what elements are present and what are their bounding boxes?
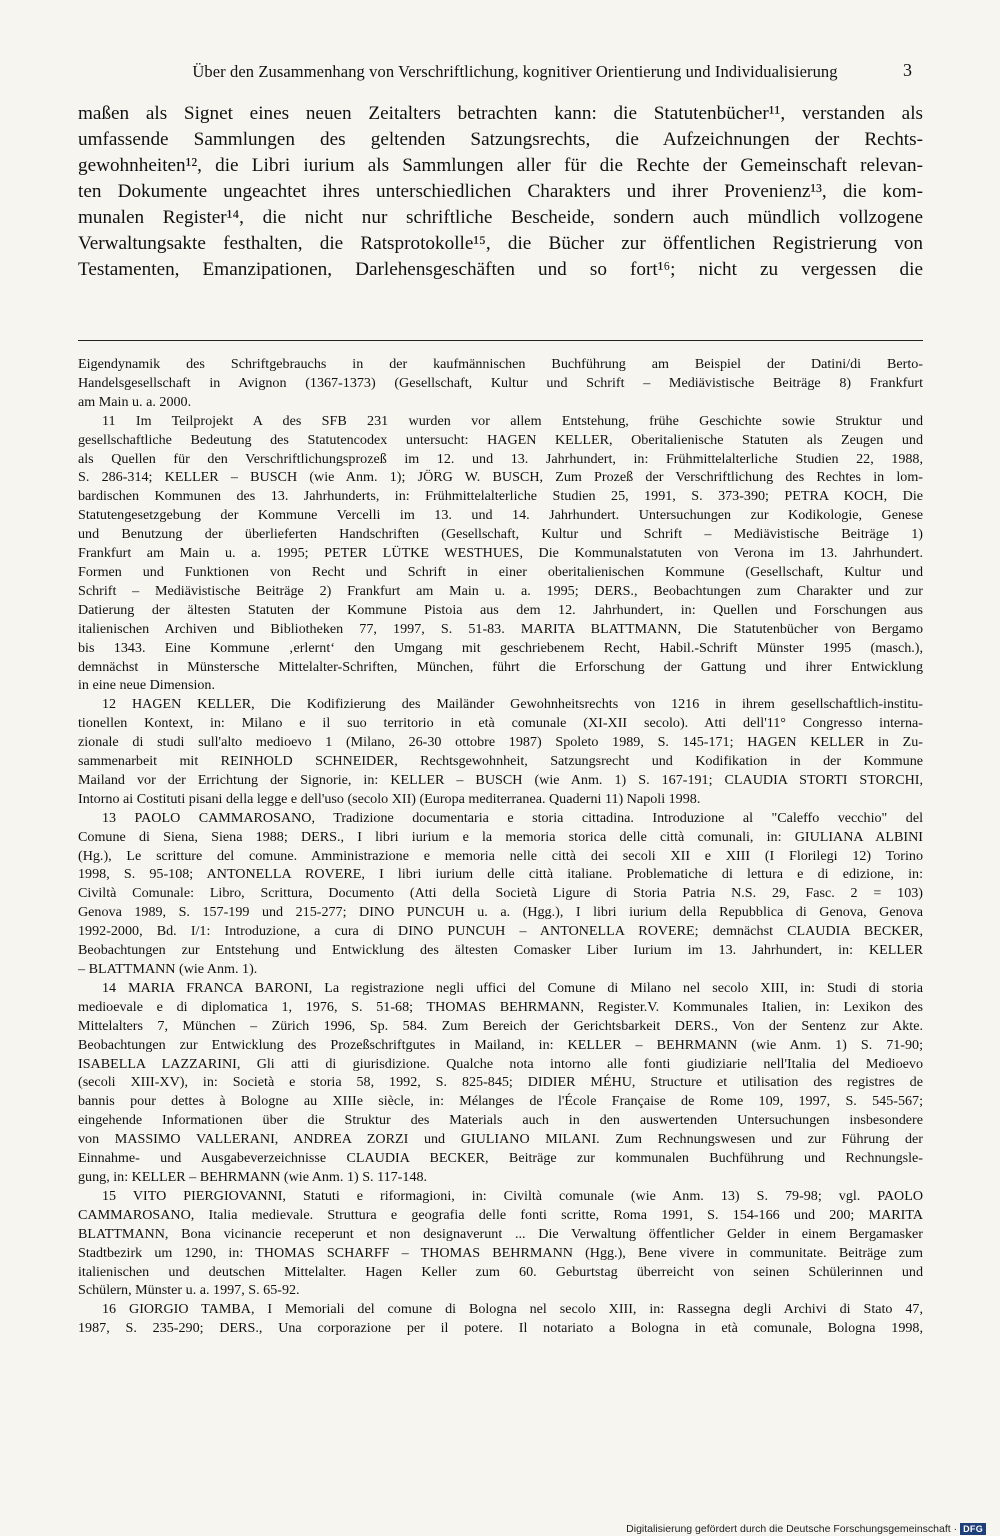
body-line: Testamenten, Emanzipationen, Darlehensgeschäften und so fort¹⁶; nicht zu vergessen die xyxy=(78,259,923,280)
footnote-line: Stadtbezirk um 1290, in: THOMAS SCHARFF – THOMAS BEHRMANN (Hgg.), Bene vivere in communitate. Beiträge zum xyxy=(78,1244,923,1261)
footnote-line: 15 VITO PIERGIOVANNI, Statuti e riformagioni, in: Civiltà comunale (wie Anm. 13) S. 79-98; vgl. PAOLO xyxy=(102,1187,923,1204)
footnote-line: italienischen Archiven und Bibliotheken 77, 1997, S. 51-83. MARITA BLATTMANN, Die Statutenbücher von Bergamo xyxy=(78,620,923,637)
footnote-line: Civiltà Comunale: Libro, Scrittura, Documento (Atti della Società Ligure di Storia Patria N.S. 29, Fasc. 2 = 103) xyxy=(78,885,923,902)
footnote-line: sammenarbeit mit REINHOLD SCHNEIDER, Rechtsgewohnheit, Satzungsrecht und Kodifikation in der Kommune xyxy=(78,753,923,770)
body-line: umfassende Sammlungen des geltenden Satzungsrechts, die Aufzeichnungen der Rechts- xyxy=(78,129,923,150)
footnote-line: in eine neue Dimension. xyxy=(78,677,215,694)
footnote-line: Beobachtungen zur Entwicklung des Prozeßschriftgutes in Mailand, in: KELLER – BEHRMANN (wie Anm. 1) S. 71-90; xyxy=(78,1036,923,1053)
footnote-line: Mittelalters 7, München – Zürich 1996, Sp. 584. Zum Bereich der Gerichtsbarkeit DERS., Von der Sentenz zur Akte. xyxy=(78,1017,923,1034)
footnote-line: 1987, S. 235-290; DERS., Una corporazione per il potere. Il notariato a Bologna in età comunale, Bologna 1998, xyxy=(78,1320,923,1337)
footnote-line: (secoli XIII-XV), in: Società e storia 58, 1992, S. 825-845; DIDIER MÉHU, Structure et utilisation des registres de xyxy=(78,1074,923,1091)
footnote-line: Genova 1989, S. 157-199 und 215-277; DINO PUNCUH u. a. (Hgg.), I libri iurium della Repubblica di Genova, Genova xyxy=(78,904,923,921)
footnote-line: – BLATTMANN (wie Anm. 1). xyxy=(78,961,258,977)
footnote-line: 12 HAGEN KELLER, Die Kodifizierung des Mailänder Gewohnheitsrechts von 1216 in ihrem gesellschaftlich-institu- xyxy=(102,696,923,713)
footnote-line: gung, in: KELLER – BEHRMANN (wie Anm. 1) S. 117-148. xyxy=(78,1168,428,1185)
footnote-line: bis 1343. Eine Kommune ‚erlernt‘ den Umgang mit geschriebenem Recht, Habil.-Schrift Münster 1995 (masch.), xyxy=(78,639,923,656)
footnote-line: gesellschaftliche Bedeutung des Statutencodex untersucht: HAGEN KELLER, Oberitalienische Statuten als Zeugen und xyxy=(78,431,923,448)
footnote-line: 11 Im Teilprojekt A des SFB 231 wurden vor allem Entstehung, frühe Geschichte sowie Struktur und xyxy=(102,412,923,429)
footnote-line: Schrift – Mediävistische Beiträge 2) Frankfurt am Main u. a. 1995; DERS., Beobachtungen zum Charakter und zur xyxy=(78,582,923,599)
footnote-line: Schülern, Münster u. a. 1997, S. 65-92. xyxy=(78,1282,300,1299)
running-title: Über den Zusammenhang von Verschriftlichung, kognitiver Orientierung und Individualisierung xyxy=(192,62,838,81)
footnote-line: 16 GIORGIO TAMBA, I Memoriali del comune di Bologna nel secolo XIII, in: Rassegna degli Archivi di Stato 47, xyxy=(102,1301,923,1318)
footnote-line: Eigendynamik des Schriftgebrauchs in der kaufmännischen Buchführung am Beispiel der Datini/di Berto- xyxy=(78,356,923,372)
main-text xyxy=(78,101,923,283)
footnote-line: Statutengesetzgebung der Kommune Vercelli im 13. und 14. Jahrhundert. Untersuchungen zur Kodikologie, Genese xyxy=(78,507,923,524)
footnote-line: 13 PAOLO CAMMAROSANO, Tradizione documentaria e storia cittadina. Introduzione al "Caleffo vecchio" del xyxy=(102,809,923,826)
footnote-line: BLATTMANN, Bona vicinancie receperunt et non designaverunt ... Die Verwaltung öffentlicher Gelder in einem Bergamasker xyxy=(78,1225,923,1242)
footnote-line: S. 286-314; KELLER – BUSCH (wie Anm. 1); JÖRG W. BUSCH, Zum Prozeß der Verschriftlichung des Rechtes in lom- xyxy=(78,469,923,486)
footnote-line: medioevale e di diplomatica 1, 1976, S. 51-68; THOMAS BEHRMANN, Register.V. Kommunales Italien, in: Lexikon des xyxy=(78,998,923,1015)
footnote-line: Comune di Siena, Siena 1988; DERS., I libri iurium e la memoria storica delle città comunali, in: GIULIANA ALBINI xyxy=(78,828,923,845)
body-line: maßen als Signet eines neuen Zeitalters betrachten kann: die Statutenbücher¹¹, verstanden als xyxy=(78,103,923,124)
footnote-line: 1998, S. 95-108; ANTONELLA ROVERE, I libri iurium delle città italiane. Problematiche di lettura e di edizione, in: xyxy=(78,866,923,883)
footnotes xyxy=(78,355,923,1338)
footer-text: Digitalisierung gefördert durch die Deutsche Forschungsgemeinschaft · xyxy=(626,1523,958,1535)
footnote-line: italienischen und deutschen Mittelalter. Hagen Keller zum 60. Geburtstag überreicht von seinen Schülerinnen und xyxy=(78,1263,923,1280)
footnote-line: Datierung der ältesten Statuten der Kommune Pistoia aus dem 12. Jahrhundert, in: Quellen und Forschungen aus xyxy=(78,601,923,618)
footnote-line: zionale di studi sull'alto medioevo 1 (Milano, 26-30 ottobre 1987) Spoleto 1989, S. 145-171; HAGEN KELLER in Zu- xyxy=(78,734,923,751)
footnote-line: 1992-2000, Bd. I/1: Introduzione, a cura di DINO PUNCUH – ANTONELLA ROVERE; demnächst CLAUDIA BECKER, xyxy=(78,923,923,940)
body-line: munalen Register¹⁴, die nicht nur schriftliche Bescheide, sondern auch mündlich vollzogene xyxy=(78,207,923,228)
body-line: ten Dokumente ungeachtet ihres unterschiedlichen Charakters und ihrer Provenienz¹³, die kom- xyxy=(78,181,923,202)
footnote-line: bannis pour dettes à Bologne au XIIIe siècle, in: Mélanges de l'École Française de Rome 109, 1997, S. 545-567; xyxy=(78,1093,923,1110)
footer-credit xyxy=(626,1522,986,1536)
body-line: Verwaltungsakte festhalten, die Ratsprotokolle¹⁵, die Bücher zur öffentlichen Registrierung von xyxy=(78,233,923,254)
footnote-line: Einnahme- und Ausgabeverzeichnisse CLAUDIA BECKER, Beiträge zur kommunalen Buchführung und Rechnungsle- xyxy=(78,1150,923,1167)
footnote-line: Beobachtungen zur Entstehung und Entwicklung des ältesten Comasker Liber Iurium im 13. Jahrhundert, in: KELLER xyxy=(78,942,923,959)
footnote-line: Formen und Funktionen von Recht und Schrift in einer oberitalienischen Kommune (Gesellschaft, Kultur und xyxy=(78,563,923,580)
footnote-line: von MASSIMO VALLERANI, ANDREA ZORZI und GIULIANO MILANI. Zum Rechnungswesen und zur Führung der xyxy=(78,1131,923,1148)
footnote-line: als Quellen für den Verschriftlichungsprozeß im 12. und 13. Jahrhundert, in: Frühmittelalterliche Studien 22, 1988, xyxy=(78,450,923,467)
footnote-line: Intorno ai Costituti pisani della legge e dell'uso (secolo XII) (Europa mediterranea. Quaderni 11) Napoli 1998. xyxy=(78,790,701,807)
page-number: 3 xyxy=(903,60,912,80)
footnote-line: 14 MARIA FRANCA BARONI, La registrazione negli uffici del Comune di Milano nel secolo XIII, in: Studi di storia xyxy=(102,979,923,996)
footnote-line: am Main u. a. 2000. xyxy=(78,393,192,410)
footnote-line: Frankfurt am Main u. a. 1995; PETER LÜTKE WESTHUES, Die Kommunalstatuten von Verona im 13. Jahrhundert. xyxy=(78,545,923,562)
footnote-line: CAMMAROSANO, Italia medievale. Struttura e geografia delle fonti scritte, Roma 1991, S. 154-166 und 200; MARITA xyxy=(78,1206,923,1223)
body-line: gewohnheiten¹², die Libri iurium als Sammlungen aller für die Rechte der Gemeinschaft relevan- xyxy=(78,155,923,176)
footnote-rule xyxy=(78,340,923,341)
dfg-logo: DFG xyxy=(960,1523,986,1535)
footnote-line: ISABELLA LAZZARINI, Gli atti di giurisdizione. Qualche nota intorno alle fonti giudiziarie nell'Italia del Medioevo xyxy=(78,1055,923,1072)
footnote-line: bardischen Kommunen des 13. Jahrhunderts, in: Frühmittelalterliche Studien 25, 1991, S. 373-390; PETRA KOCH, Die xyxy=(78,488,923,505)
footnote-line: demnächst in Münstersche Mittelalter-Schriften, München, führt die Erforschung der Gattung und ihrer Entwicklung xyxy=(78,658,923,675)
footnote-line: eingehende Informationen über die Struktur des Materials auch in den auswertenden Untersuchungen insbesondere xyxy=(78,1112,923,1129)
footnote-line: und Benutzung der überlieferten Handschriften (Gesellschaft, Kultur und Schrift – Mediävistische Beiträge 1) xyxy=(78,526,923,543)
footnote-line: tionellen Kontext, in: Milano e il suo territorio in età comunale (XI-XII secolo). Atti dell'11° Congresso interna- xyxy=(78,715,923,732)
footnote-line: Mailand vor der Errichtung der Signorie, in: KELLER – BUSCH (wie Anm. 1) S. 167-191; CLAUDIA STORTI STORCHI, xyxy=(78,771,923,788)
footnote-line: Handelsgesellschaft in Avignon (1367-1373) (Gesellschaft, Kultur und Schrift – Mediävistische Beiträge 8) Frankfurt xyxy=(78,374,923,391)
footnote-line: (Hg.), Le scritture del comune. Amministrazione e memoria nelle città dei secoli XII e XIII (I Florilegi 12) Torino xyxy=(78,847,923,864)
